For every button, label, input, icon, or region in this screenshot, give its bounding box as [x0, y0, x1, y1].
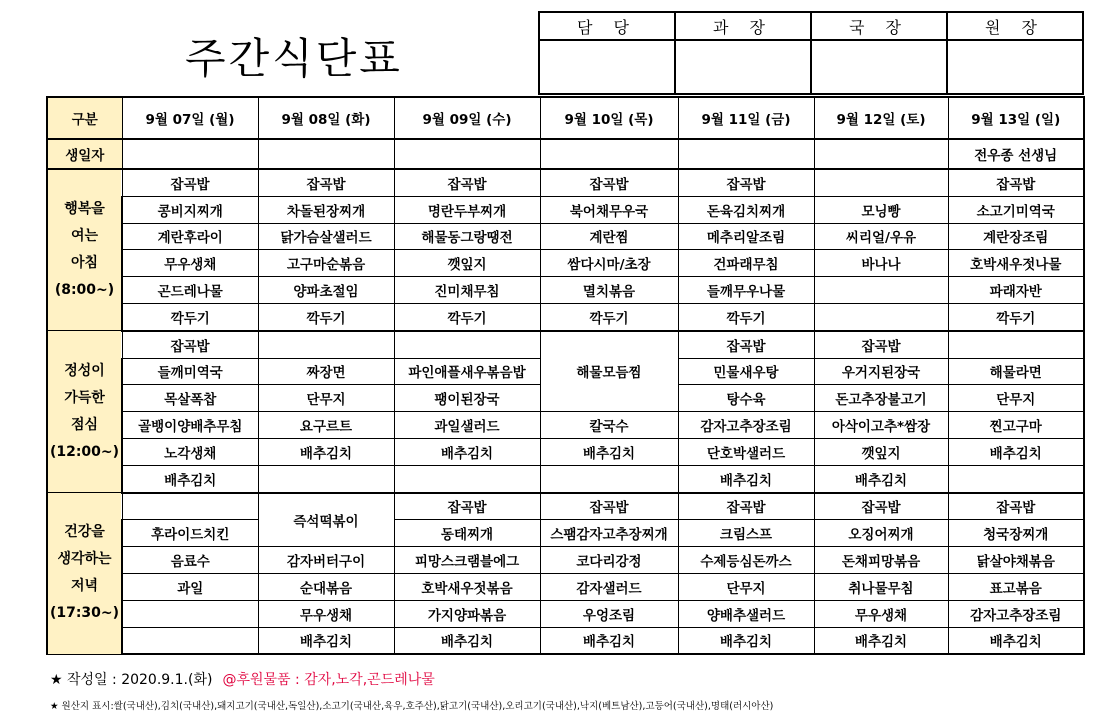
- menu-cell: [122, 627, 258, 654]
- origin-note: ★ 원산지 표시:쌀(국내산),김치(국내산),돼지고기(국내산,독일산),소고기(국내산,육우,호주산),닭고기(국내산),오리고기(국내산),낙지(베트남산),고등어(국내산),명태(러시아산): [50, 701, 774, 712]
- menu-cell: 무우생채: [814, 600, 948, 627]
- birthday-cell: [540, 139, 678, 169]
- menu-cell: 감자샐러드: [540, 573, 678, 600]
- birthday-cell: [814, 139, 948, 169]
- menu-cell: 잡곡밥: [258, 169, 394, 196]
- day-header: 9월 07일 (월): [122, 97, 258, 139]
- lunch-row: [47, 465, 1084, 492]
- menu-cell: 배추김치: [678, 465, 814, 492]
- dinner-row: [47, 573, 1084, 600]
- menu-cell: 배추김치: [948, 438, 1084, 465]
- menu-cell: 파인애플새우볶음밥: [394, 358, 540, 385]
- lunch-label-line: (12:00~): [49, 443, 120, 460]
- menu-cell: [814, 169, 948, 196]
- menu-cell: 깻잎지: [814, 438, 948, 465]
- menu-cell: 들깨무우나물: [678, 277, 814, 304]
- menu-cell: 배추김치: [814, 465, 948, 492]
- menu-cell: 쌈다시마/초장: [540, 250, 678, 277]
- menu-cell: [122, 493, 258, 520]
- menu-cell: 배추김치: [394, 627, 540, 654]
- menu-cell: [394, 465, 540, 492]
- breakfast-label: [47, 169, 122, 331]
- dinner-label-line: 저녁: [70, 578, 99, 595]
- menu-cell: 돈육김치찌개: [678, 196, 814, 223]
- menu-cell: 깍두기: [948, 303, 1084, 330]
- lunch-label-line: 가득한: [64, 389, 105, 406]
- footer-line-1: [50, 669, 435, 689]
- menu-cell: 깍두기: [258, 303, 394, 330]
- written-date: ★ 작성일 : 2020.9.1.(화): [50, 672, 213, 688]
- menu-cell: 감자버터구이: [258, 547, 394, 574]
- menu-cell: 아삭이고추*쌈장: [814, 412, 948, 439]
- menu-cell: 배추김치: [258, 438, 394, 465]
- birthday-cell: [394, 139, 540, 169]
- breakfast-row: [47, 303, 1084, 330]
- dinner-row: [47, 493, 1084, 520]
- dinner-row: [47, 520, 1084, 547]
- lunch-label: [47, 331, 122, 493]
- menu-cell: 파래자반: [948, 277, 1084, 304]
- breakfast-row: [47, 169, 1084, 196]
- birthday-row: [47, 139, 1084, 169]
- signature-box: [539, 40, 675, 94]
- menu-cell: 동태찌개: [394, 520, 540, 547]
- birthday-cell: [122, 139, 258, 169]
- menu-cell: [948, 331, 1084, 358]
- menu-cell: 잡곡밥: [540, 493, 678, 520]
- menu-cell: 민물새우탕: [678, 358, 814, 385]
- signature-box: [675, 40, 811, 94]
- header-row: [47, 97, 1084, 139]
- menu-cell: [948, 465, 1084, 492]
- dinner-row: [47, 600, 1084, 627]
- day-header: 9월 09일 (수): [394, 97, 540, 139]
- menu-cell: 청국장찌개: [948, 520, 1084, 547]
- menu-cell: 메추리알조림: [678, 223, 814, 250]
- menu-cell: 가지양파볶음: [394, 600, 540, 627]
- menu-cell: 배추김치: [814, 627, 948, 654]
- menu-cell: 노각생채: [122, 438, 258, 465]
- menu-cell: 건파래무침: [678, 250, 814, 277]
- birthday-cell: 전우종 선생님: [948, 139, 1084, 169]
- menu-cell: 표고볶음: [948, 573, 1084, 600]
- menu-cell: 잡곡밥: [948, 169, 1084, 196]
- menu-cell: 배추김치: [258, 627, 394, 654]
- menu-cell: 배추김치: [122, 465, 258, 492]
- menu-cell: 깍두기: [678, 303, 814, 330]
- menu-cell: 크림스프: [678, 520, 814, 547]
- menu-cell: 깍두기: [122, 303, 258, 330]
- menu-cell: 골뱅이양배추무침: [122, 412, 258, 439]
- day-header: 9월 13일 (일): [948, 97, 1084, 139]
- menu-cell: 후라이드치킨: [122, 520, 258, 547]
- menu-cell: 즉석떡볶이: [258, 493, 394, 547]
- day-header: 9월 10일 (목): [540, 97, 678, 139]
- menu-cell: 코다리강정: [540, 547, 678, 574]
- lunch-label-line: 점심: [70, 416, 99, 433]
- menu-cell: 계란찜: [540, 223, 678, 250]
- menu-cell: [540, 465, 678, 492]
- menu-cell: [814, 277, 948, 304]
- dinner-label-line: 생각하는: [57, 551, 112, 568]
- approval-header-cell: 담 당: [539, 12, 675, 40]
- menu-cell: 잡곡밥: [540, 169, 678, 196]
- menu-cell: 북어채무우국: [540, 196, 678, 223]
- menu-cell: 오징어찌개: [814, 520, 948, 547]
- menu-cell: 씨리얼/우유: [814, 223, 948, 250]
- breakfast-row: [47, 196, 1084, 223]
- menu-cell: 단호박샐러드: [678, 438, 814, 465]
- lunch-section: [47, 331, 1084, 493]
- breakfast-label-line: (8:00~): [54, 282, 115, 299]
- menu-cell: 돈채피망볶음: [814, 547, 948, 574]
- approval-header-cell: 국 장: [811, 12, 947, 40]
- lunch-row: [47, 331, 1084, 358]
- gubun-label: 구분: [47, 97, 122, 139]
- approval-header-cell: 과 장: [675, 12, 811, 40]
- birthday-cell: [258, 139, 394, 169]
- menu-cell: 잡곡밥: [948, 493, 1084, 520]
- approval-table: [538, 11, 1084, 95]
- menu-cell: 호박새우젓볶음: [394, 573, 540, 600]
- menu-cell: 피망스크램블에그: [394, 547, 540, 574]
- breakfast-row: [47, 277, 1084, 304]
- menu-cell: 탕수육: [678, 385, 814, 412]
- menu-cell: 찐고구마: [948, 412, 1084, 439]
- signature-box: [811, 40, 947, 94]
- page-title: 주간식단표: [185, 34, 403, 83]
- menu-cell: 닭가슴살샐러드: [258, 223, 394, 250]
- menu-cell: 차돌된장찌개: [258, 196, 394, 223]
- menu-cell: 무우생채: [122, 250, 258, 277]
- menu-cell: 배추김치: [540, 627, 678, 654]
- approval-header-cell: 원 장: [947, 12, 1083, 40]
- menu-cell: 해물모듬찜: [540, 331, 678, 412]
- menu-cell: 잡곡밥: [394, 493, 540, 520]
- menu-cell: 수제등심돈까스: [678, 547, 814, 574]
- menu-cell: 명란두부찌개: [394, 196, 540, 223]
- breakfast-row: [47, 250, 1084, 277]
- menu-cell: 순대볶음: [258, 573, 394, 600]
- menu-cell: 음료수: [122, 547, 258, 574]
- menu-cell: 목살폭찹: [122, 385, 258, 412]
- lunch-row: [47, 412, 1084, 439]
- birthday-cell: [678, 139, 814, 169]
- menu-cell: 칼국수: [540, 412, 678, 439]
- menu-cell: 배추김치: [948, 627, 1084, 654]
- menu-cell: 계란후라이: [122, 223, 258, 250]
- menu-cell: 무우생채: [258, 600, 394, 627]
- day-header: 9월 11일 (금): [678, 97, 814, 139]
- day-header: 9월 12일 (토): [814, 97, 948, 139]
- menu-cell: 깻잎지: [394, 250, 540, 277]
- weekly-menu-table: [46, 96, 1085, 655]
- menu-cell: 잡곡밥: [814, 331, 948, 358]
- menu-cell: 양배추샐러드: [678, 600, 814, 627]
- menu-cell: 배추김치: [394, 438, 540, 465]
- donation-note: @후원물품 : 감자,노각,곤드레나물: [222, 672, 435, 688]
- menu-cell: [394, 331, 540, 358]
- menu-cell: 해물동그랑땡전: [394, 223, 540, 250]
- menu-cell: 감자고추장조림: [948, 600, 1084, 627]
- menu-cell: [814, 303, 948, 330]
- dinner-row: [47, 627, 1084, 654]
- dinner-section: [47, 493, 1084, 655]
- breakfast-label-line: 여는: [70, 228, 99, 245]
- menu-cell: 우거지된장국: [814, 358, 948, 385]
- dinner-label-line: 건강을: [64, 524, 105, 541]
- menu-cell: 소고기미역국: [948, 196, 1084, 223]
- day-header: 9월 08일 (화): [258, 97, 394, 139]
- menu-cell: 해물라면: [948, 358, 1084, 385]
- menu-cell: 배추김치: [540, 438, 678, 465]
- menu-cell: 과일샐러드: [394, 412, 540, 439]
- menu-cell: 잡곡밥: [122, 331, 258, 358]
- dinner-label: [47, 493, 122, 655]
- menu-cell: 계란장조림: [948, 223, 1084, 250]
- menu-cell: 깍두기: [394, 303, 540, 330]
- dinner-row: [47, 547, 1084, 574]
- birthday-label: 생일자: [47, 139, 122, 169]
- menu-cell: 바나나: [814, 250, 948, 277]
- menu-cell: 닭살야채볶음: [948, 547, 1084, 574]
- breakfast-section: [47, 169, 1084, 331]
- menu-cell: 잡곡밥: [678, 169, 814, 196]
- menu-cell: 짜장면: [258, 358, 394, 385]
- menu-cell: 배추김치: [678, 627, 814, 654]
- menu-cell: 잡곡밥: [678, 493, 814, 520]
- menu-cell: 고구마순볶음: [258, 250, 394, 277]
- menu-cell: 단무지: [948, 385, 1084, 412]
- menu-cell: 콩비지찌개: [122, 196, 258, 223]
- menu-cell: 호박새우젓나물: [948, 250, 1084, 277]
- menu-cell: 과일: [122, 573, 258, 600]
- menu-cell: 모닝빵: [814, 196, 948, 223]
- signature-box: [947, 40, 1083, 94]
- lunch-row: [47, 438, 1084, 465]
- menu-cell: 잡곡밥: [678, 331, 814, 358]
- dinner-label-line: (17:30~): [49, 605, 120, 622]
- menu-cell: 스팸감자고추장찌개: [540, 520, 678, 547]
- menu-cell: [122, 600, 258, 627]
- menu-cell: [258, 331, 394, 358]
- menu-cell: 잡곡밥: [814, 493, 948, 520]
- menu-cell: [258, 465, 394, 492]
- menu-cell: 들깨미역국: [122, 358, 258, 385]
- menu-cell: 곤드레나물: [122, 277, 258, 304]
- menu-cell: 팽이된장국: [394, 385, 540, 412]
- menu-cell: 잡곡밥: [394, 169, 540, 196]
- menu-cell: 우엉조림: [540, 600, 678, 627]
- lunch-label-line: 정성이: [64, 362, 105, 379]
- menu-cell: 요구르트: [258, 412, 394, 439]
- menu-cell: 양파초절임: [258, 277, 394, 304]
- menu-cell: 단무지: [258, 385, 394, 412]
- menu-cell: 돈고추장불고기: [814, 385, 948, 412]
- menu-cell: 감자고추장조림: [678, 412, 814, 439]
- breakfast-row: [47, 223, 1084, 250]
- menu-cell: 깍두기: [540, 303, 678, 330]
- menu-cell: 멸치볶음: [540, 277, 678, 304]
- breakfast-label-line: 행복을: [64, 201, 105, 218]
- menu-cell: 잡곡밥: [122, 169, 258, 196]
- breakfast-label-line: 아침: [70, 255, 99, 272]
- menu-cell: 단무지: [678, 573, 814, 600]
- menu-cell: 취나물무침: [814, 573, 948, 600]
- menu-cell: 진미채무침: [394, 277, 540, 304]
